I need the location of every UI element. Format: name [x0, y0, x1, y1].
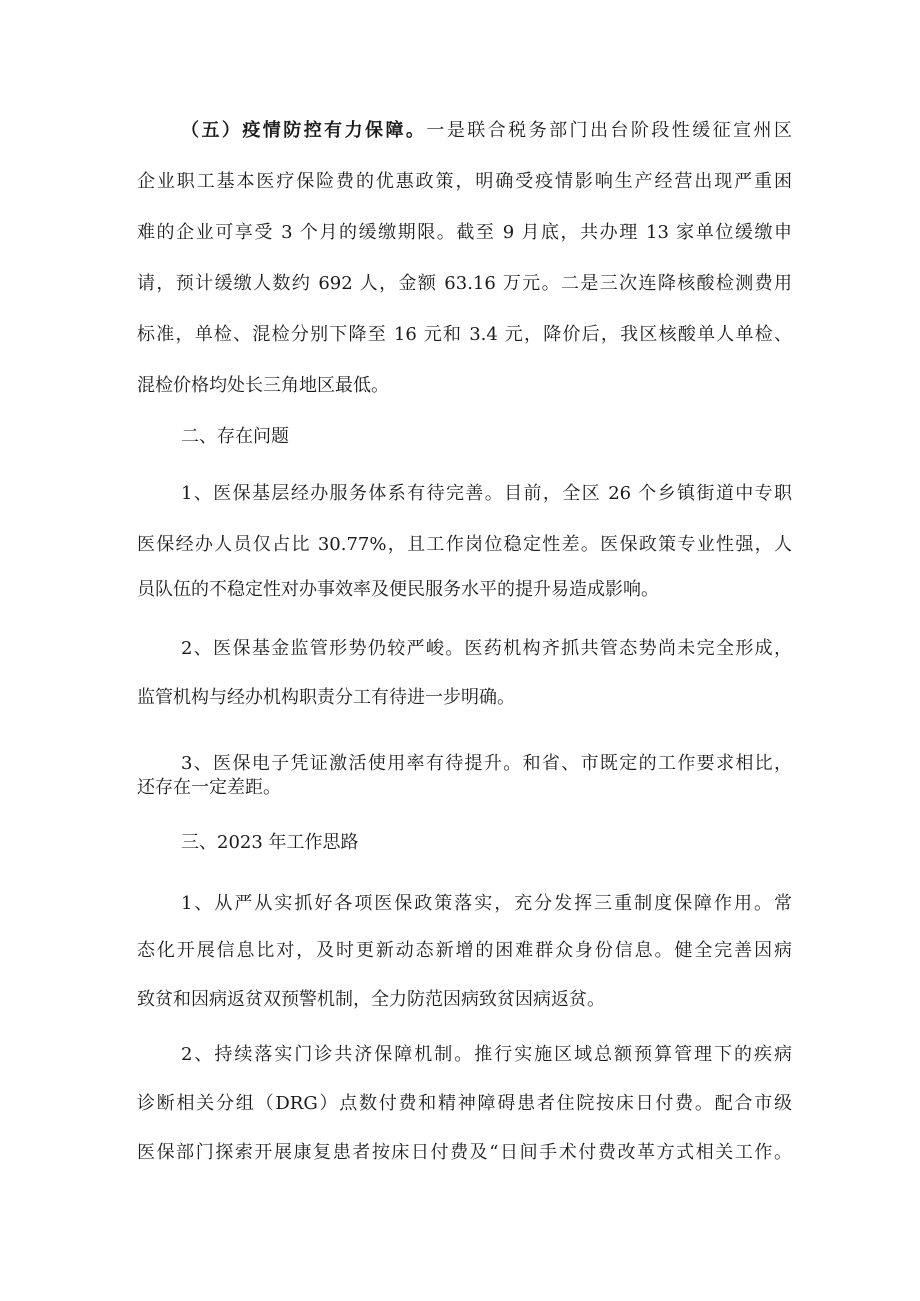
plan2-line-1: 2、持续落实门诊共济保障机制。推行实施区域总额预算管理下的疾病 — [181, 1044, 792, 1065]
plan2-line-3: 医保部门探索开展康复患者按床日付费及“日间手术付费改革方式相关工作。 — [137, 1142, 792, 1163]
plan2-line-2: 诊断相关分组（DRG）点数付费和精神障碍患者住院按床日付费。配合市级 — [137, 1093, 792, 1114]
section5-line-5: 标准，单检、混检分别下降至 16 元和 3.4 元，降价后，我区核酸单人单检、 — [137, 324, 792, 345]
plan1-line-3: 致贫和因病返贫双预警机制，全力防范因病致贫因病返贫。 — [137, 989, 605, 1010]
heading-existing-problems: 二、存在问题 — [181, 426, 289, 447]
section5-line-2: 企业职工基本医疗保险费的优惠政策，明确受疫情影响生产经营出现严重困 — [137, 171, 792, 192]
problem3-line-1: 3、医保电子凭证激活使用率有待提升。和省、市既定的工作要求相比， — [181, 753, 792, 774]
problem1-line-1: 1、医保基层经办服务体系有待完善。目前，全区 26 个乡镇街道中专职 — [181, 483, 792, 504]
section5-line-6: 混检价格均处长三角地区最低。 — [137, 375, 389, 396]
heading-2023-work-plan: 三、2023 年工作思路 — [181, 832, 359, 853]
section5-line-4: 请，预计缓缴人数约 692 人，金额 63.16 万元。二是三次连降核酸检测费用 — [137, 273, 792, 294]
plan1-line-2: 态化开展信息比对，及时更新动态新增的困难群众身份信息。健全完善因病 — [137, 940, 792, 961]
problem2-line-1: 2、医保基金监管形势仍较严峻。医药机构齐抓共管态势尚未完全形成， — [181, 638, 792, 659]
section5-line-1 — [181, 119, 792, 143]
section5-line-1-rest: 一是联合税务部门出台阶段性缓征宣州区 — [426, 120, 793, 141]
section5-bold-lead: （五）疫情防控有力保障。 — [181, 120, 427, 141]
section5-line-3: 难的企业可享受 3 个月的缓缴期限。截至 9 月底，共办理 13 家单位缓缴申 — [137, 222, 792, 243]
problem2-line-2: 监管机构与经办机构职责分工有待进一步明确。 — [137, 687, 515, 708]
plan1-line-1: 1、从严从实抓好各项医保政策落实，充分发挥三重制度保障作用。常 — [181, 893, 792, 914]
problem1-line-2: 医保经办人员仅占比 30.77%，且工作岗位稳定性差。医保政策专业性强，人 — [137, 534, 792, 555]
problem3-line-2: 还存在一定差距。 — [137, 777, 281, 798]
problem1-line-3: 员队伍的不稳定性对办事效率及便民服务水平的提升易造成影响。 — [137, 579, 659, 600]
